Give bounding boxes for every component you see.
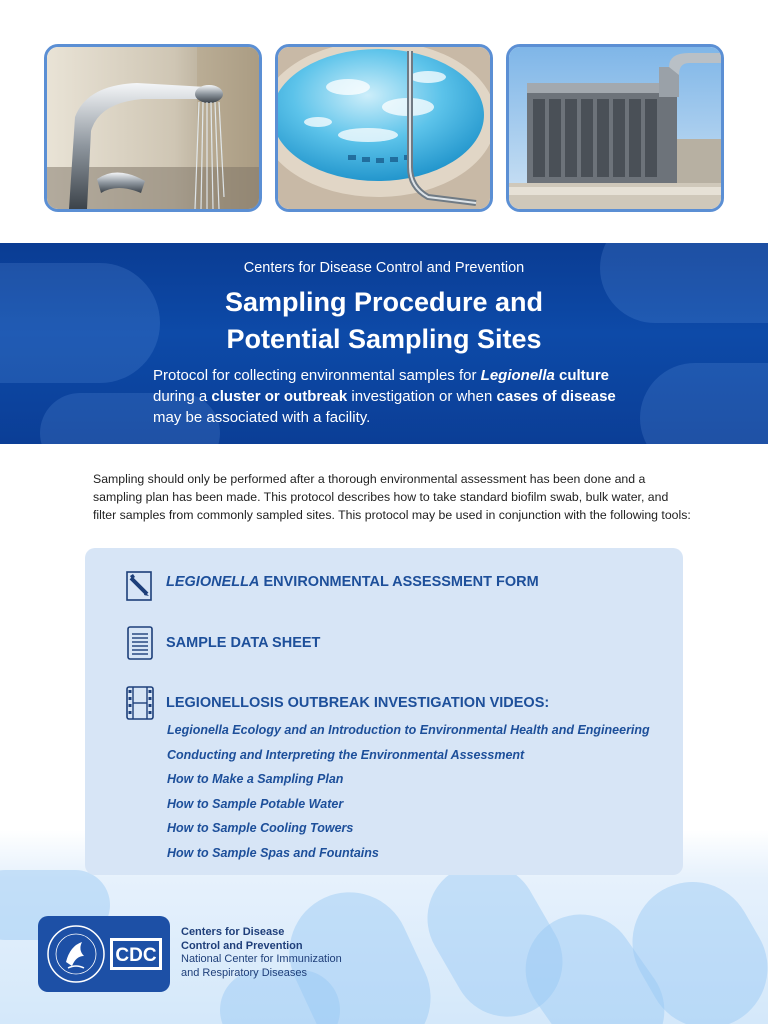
faucet-photo: [44, 44, 262, 212]
cdc-logo-text: CDC: [115, 945, 157, 966]
protocol-description: [153, 365, 633, 428]
sample-data-sheet-label: SAMPLE DATA SHEET: [166, 635, 321, 651]
document-lines-icon: [125, 626, 155, 660]
cooling-tower-image: [509, 47, 721, 209]
footer-organization: [181, 926, 342, 980]
protocol-legionella: Legionella: [480, 367, 555, 384]
hot-tub-spa-image: [278, 47, 490, 209]
protocol-culture: culture: [554, 367, 610, 384]
tools-panel: [85, 548, 683, 875]
video-link[interactable]: Legionella Ecology and an Introduction to Environmental Health and Engineering: [167, 723, 650, 737]
title-line-1: Sampling Procedure and: [224, 287, 544, 317]
video-link[interactable]: How to Sample Cooling Towers: [167, 821, 354, 836]
form-label-italic: LEGIONELLA: [166, 574, 260, 590]
intro-paragraph: Sampling should only be performed after a thorough environmental assessment has been done and a sampling plan has been made. This protocol describes how to take standard biofilm swab, bulk water, and filter samples from commonly sampled sites. This protocol may be used in conjunction with the following tools:: [93, 472, 691, 522]
footer-line-1: Centers for Disease: [181, 926, 285, 938]
video-links-list: [167, 718, 650, 866]
assessment-form-label: [166, 574, 539, 590]
title-line-2: Potential Sampling Sites: [226, 324, 542, 354]
hhs-eagle-icon: [66, 942, 84, 966]
faucet-running-water-image: [47, 47, 259, 209]
video-link[interactable]: How to Make a Sampling Plan: [167, 772, 344, 787]
protocol-cases: cases of disease: [496, 388, 616, 405]
protocol-text: investigation or when: [347, 388, 497, 405]
organization-name: Centers for Disease Control and Prevention: [243, 260, 525, 276]
video-link[interactable]: How to Sample Potable Water: [167, 796, 344, 811]
protocol-text: during a: [153, 388, 212, 405]
footer-line-4: and Respiratory Diseases: [181, 966, 307, 979]
pencil-form-icon: [125, 568, 155, 602]
form-label-rest: ENVIRONMENTAL ASSESSMENT FORM: [259, 574, 539, 590]
outbreak-videos-label: LEGIONELLOSIS OUTBREAK INVESTIGATION VIDEOS:: [166, 695, 550, 711]
protocol-cluster: cluster or outbreak: [211, 388, 348, 405]
page-title: [0, 284, 768, 358]
title-banner: [0, 243, 768, 444]
video-link[interactable]: How to Sample Spas and Fountains: [167, 845, 379, 860]
cooling-tower-photo: [506, 44, 724, 212]
footer-line-2: Control and Prevention: [181, 939, 303, 952]
film-strip-icon: [125, 686, 155, 720]
spa-photo: [275, 44, 493, 212]
protocol-text: Protocol for collecting environmental samples for: [153, 367, 481, 384]
video-link[interactable]: Conducting and Interpreting the Environmental Assessment: [167, 747, 525, 762]
hhs-cdc-logo: [38, 916, 170, 992]
photo-strip: [44, 44, 724, 212]
protocol-text: may be associated with a facility.: [153, 409, 371, 426]
footer-line-3: National Center for Immunization: [181, 953, 342, 965]
